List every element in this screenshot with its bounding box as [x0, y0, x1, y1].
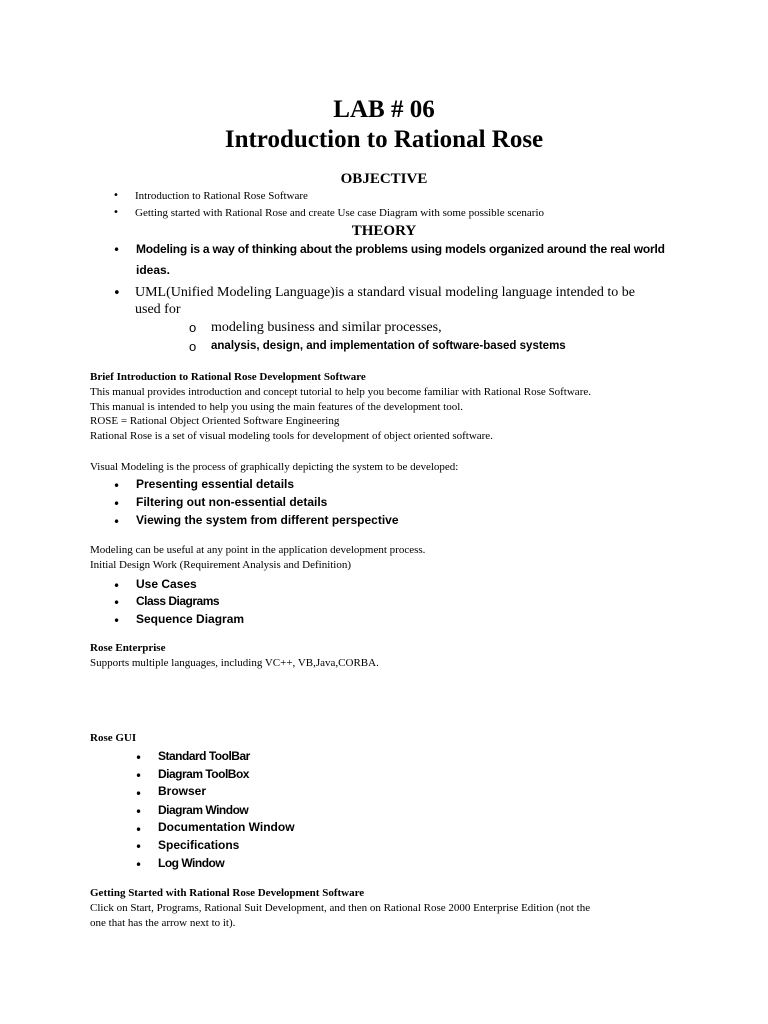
gui-item: Log Window	[158, 856, 225, 870]
bullet-glyph: •	[135, 840, 143, 854]
bullet-glyph: •	[135, 769, 143, 783]
sub-bullet-glyph: o	[189, 320, 197, 335]
getting-started-line: Click on Start, Programs, Rational Suit Development, and then on Rational Rose 2000 Enterprise Edition (not the	[90, 902, 591, 914]
theory-item-line: used for	[135, 302, 181, 317]
bullet-glyph: •	[113, 243, 121, 257]
modeling-line: Modeling can be useful at any point in the application development process.	[90, 544, 426, 556]
enterprise-line: Supports multiple languages, including VC++, VB,Java,CORBA.	[90, 657, 379, 669]
gui-item: Diagram Window	[158, 803, 249, 817]
design-item: Class Diagrams	[136, 594, 220, 608]
objective-item: Introduction to Rational Rose Software	[135, 190, 308, 202]
bullet-glyph: •	[113, 207, 119, 218]
visual-modeling-line: Visual Modeling is the process of graphically depicting the system to be developed:	[90, 461, 459, 473]
bullet-glyph: •	[113, 515, 121, 529]
bullet-glyph: •	[113, 479, 121, 493]
objective-item: Getting started with Rational Rose and create Use case Diagram with some possible scenario	[135, 207, 545, 219]
theory-sub-item: modeling business and similar processes,	[211, 320, 442, 335]
visual-modeling-item: Viewing the system from different perspective	[136, 513, 399, 527]
gui-item: Specifications	[158, 838, 240, 852]
visual-modeling-item: Presenting essential details	[136, 477, 295, 491]
modeling-line: Initial Design Work (Requirement Analysis and Definition)	[90, 559, 352, 571]
bullet-glyph: •	[113, 579, 121, 593]
intro-heading: Brief Introduction to Rational Rose Development Software	[90, 371, 366, 383]
gui-item: Browser	[158, 784, 207, 798]
bullet-glyph: •	[113, 190, 119, 201]
bullet-glyph: •	[113, 596, 121, 610]
theory-sub-item: analysis, design, and implementation of software-based systems	[211, 340, 566, 352]
bullet-glyph: •	[113, 286, 121, 301]
getting-started-heading: Getting Started with Rational Rose Development Software	[90, 887, 365, 899]
bullet-glyph: •	[135, 858, 143, 872]
bullet-glyph: •	[135, 823, 143, 837]
design-item: Use Cases	[136, 577, 197, 591]
intro-line: ROSE = Rational Object Oriented Software Engineering	[90, 415, 340, 427]
sub-bullet-glyph: o	[189, 339, 197, 354]
gui-item: Documentation Window	[158, 820, 295, 834]
page-title: Introduction to Rational Rose	[224, 126, 544, 153]
enterprise-heading: Rose Enterprise	[90, 642, 166, 654]
intro-line: Rational Rose is a set of visual modeling tools for development of object oriented software.	[90, 430, 493, 442]
intro-line: This manual is intended to help you using the main features of the development tool.	[90, 401, 464, 413]
intro-line: This manual provides introduction and concept tutorial to help you become familiar with Rational Rose Software.	[90, 386, 591, 398]
gui-item: Standard ToolBar	[158, 749, 250, 763]
visual-modeling-item: Filtering out non-essential details	[136, 495, 328, 509]
theory-item-line: Modeling is a way of thinking about the problems using models organized around the real world	[136, 242, 665, 256]
bullet-glyph: •	[135, 751, 143, 765]
getting-started-line: one that has the arrow next to it).	[90, 917, 236, 929]
bullet-glyph: •	[135, 805, 143, 819]
theory-item-line: UML(Unified Modeling Language)is a standard visual modeling language intended to be	[135, 285, 635, 300]
bullet-glyph: •	[135, 787, 143, 801]
lab-number-title: LAB # 06	[333, 96, 435, 123]
design-item: Sequence Diagram	[136, 612, 245, 626]
gui-heading: Rose GUI	[90, 732, 137, 744]
bullet-glyph: •	[113, 497, 121, 511]
bullet-glyph: •	[113, 614, 121, 628]
theory-heading: THEORY	[351, 223, 417, 239]
theory-item-line: ideas.	[136, 263, 171, 277]
gui-item: Diagram ToolBox	[158, 767, 249, 781]
objective-heading: OBJECTIVE	[340, 171, 428, 187]
